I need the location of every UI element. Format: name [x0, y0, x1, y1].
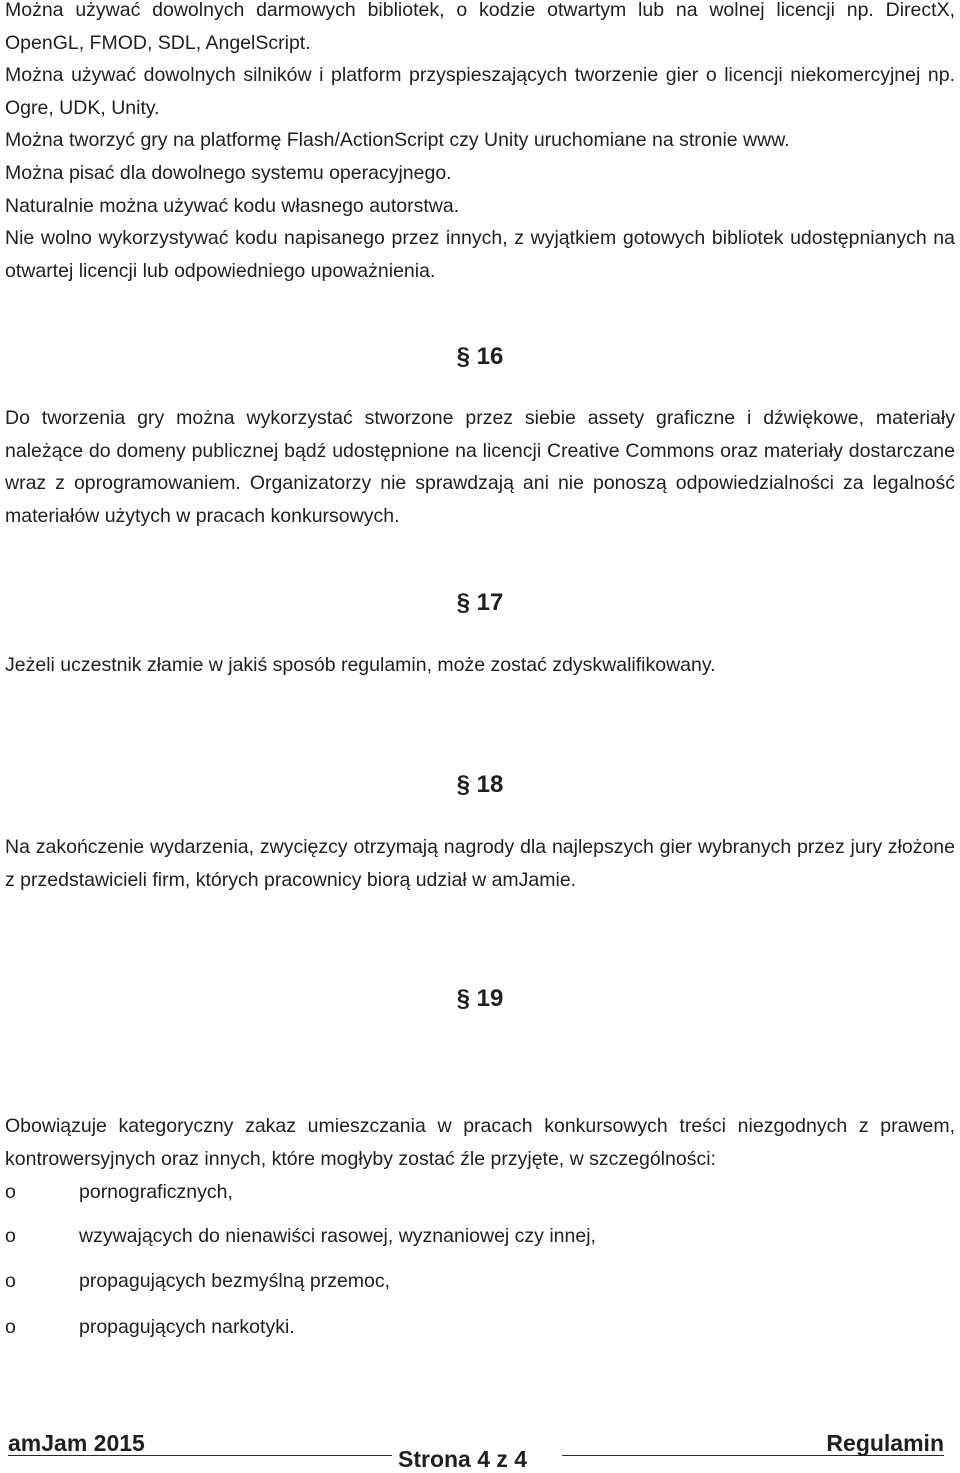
list-item: [5, 1222, 596, 1250]
paragraph-flash: [5, 124, 955, 157]
list-item-text: pornograficznych,: [79, 1181, 233, 1203]
list-bullet: o: [5, 1270, 16, 1292]
paragraph-text: Nie wolno wykorzystywać kodu napisanego przez innych, z wyjątkiem gotowych bibliotek udostępnianych na otwartej licencji lub odpowiedniego upoważnienia.: [5, 227, 955, 282]
paragraph-text: Obowiązuje kategoryczny zakaz umieszczania w pracach konkursowych treści niezgodnych z prawem, kontrowersyjnych oraz innych, które mogłyby zostać źle przyjęte, w szczególności:: [5, 1115, 955, 1170]
paragraph-text: Do tworzenia gry można wykorzystać stworzone przez siebie assety graficzne i dźwiękowe, materiały należące do domeny publicznej bądź udostępnione na licencji Creative Commons oraz materiały dostarczane wraz z oprogramowaniem. Organizatorzy nie sprawdzają ani nie ponoszą odpowiedzialności za legalność materiałów użytych w pracach konkursowych.: [5, 407, 955, 527]
section-text-18: [5, 831, 955, 896]
section-heading-17: § 17: [456, 589, 504, 616]
list-item: [5, 1178, 233, 1206]
paragraph-text: Można używać dowolnych silników i platform przyspieszających tworzenie gier o licencji niekomercyjnej np. Ogre, UDK, Unity.: [5, 64, 955, 119]
footer-page-number: Strona 4 z 4: [398, 1446, 528, 1472]
paragraph-own-code: [5, 190, 955, 223]
section-text-17: [5, 649, 955, 682]
footer-event-name: amJam 2015: [8, 1430, 145, 1456]
list-item-text: propagujących narkotyki.: [79, 1316, 295, 1338]
paragraph-text: Naturalnie można używać kodu własnego autorstwa.: [5, 195, 460, 217]
list-bullet: o: [5, 1316, 16, 1338]
paragraph-others-code: [5, 222, 955, 287]
paragraph-text: Można używać dowolnych darmowych bibliotek, o kodzie otwartym lub na wolnej licencji np. DirectX, OpenGL, FMOD, SDL, AngelScript.: [5, 0, 955, 54]
paragraph-text: Można pisać dla dowolnego systemu operacyjnego.: [5, 162, 452, 184]
paragraph-engines: [5, 59, 955, 124]
list-item: [5, 1313, 295, 1341]
section-heading-19: § 19: [456, 985, 504, 1012]
section-heading-18: § 18: [456, 771, 504, 798]
section-text-16: [5, 402, 955, 532]
list-item-text: wzywających do nienawiści rasowej, wyznaniowej czy innej,: [79, 1225, 596, 1247]
section-text-19: [5, 1110, 955, 1175]
list-item: [5, 1267, 390, 1295]
footer-doc-title: Regulamin: [826, 1430, 944, 1456]
list-bullet: o: [5, 1181, 16, 1203]
list-item-text: propagujących bezmyślną przemoc,: [79, 1270, 391, 1292]
paragraph-text: Na zakończenie wydarzenia, zwycięzcy otrzymają nagrody dla najlepszych gier wybranych przez jury złożone z przedstawicieli firm, których pracownicy biorą udział w amJamie.: [5, 836, 955, 891]
paragraph-libraries: [5, 0, 955, 59]
list-bullet: o: [5, 1225, 16, 1247]
paragraph-os: [5, 157, 955, 190]
paragraph-text: Jeżeli uczestnik złamie w jakiś sposób regulamin, może zostać zdyskwalifikowany.: [5, 654, 716, 676]
paragraph-text: Można tworzyć gry na platformę Flash/ActionScript czy Unity uruchomiane na stronie www.: [5, 129, 790, 151]
section-heading-16: § 16: [456, 343, 504, 370]
